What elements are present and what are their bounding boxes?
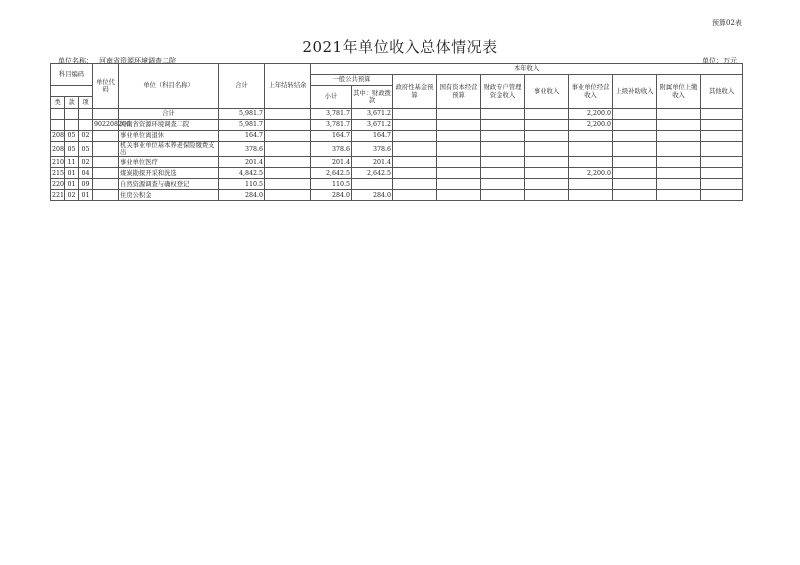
cell-biz [525,109,569,120]
cell-higher [613,157,657,168]
cell-state [437,131,481,142]
cell-xiang [79,120,93,131]
cell-biz-op [569,190,613,201]
cell-code [93,131,119,142]
cell-code [93,179,119,190]
cell-special [481,142,525,157]
cell-biz [525,168,569,179]
cell-lei: 215 [51,168,65,179]
cell-affil [657,190,701,201]
cell-subtotal: 2,642.5 [311,168,352,179]
unit-name-label: 单位名称： [58,57,93,65]
unit-name-value: 河南省资源环境调查二院 [99,57,176,65]
cell-affil [657,142,701,157]
table-row [51,157,743,168]
table-row [51,120,743,131]
cell-higher [613,131,657,142]
header-business-income: 事业收入 [525,75,569,109]
cell-name: 事业单位医疗 [119,157,219,168]
cell-code [93,109,119,120]
cell-carry [265,168,311,179]
page-title: 2021年单位收入总体情况表 [302,38,498,56]
cell-affil [657,131,701,142]
header-gov-fund: 政府性基金预算 [393,75,437,109]
header-other-income: 其他收入 [701,75,743,109]
cell-subtotal: 164.7 [311,131,352,142]
cell-code [93,142,119,157]
header-affiliated-remit: 附属单位上缴收入 [657,75,701,109]
cell-xiang [79,109,93,120]
cell-name: 住房公积金 [119,190,219,201]
cell-biz-op [569,157,613,168]
header-unit-code: 单位代码 [93,64,119,109]
cell-total: 378.6 [219,142,265,157]
cell-biz [525,120,569,131]
cell-special [481,157,525,168]
cell-code [93,190,119,201]
cell-gov-fund [393,120,437,131]
cell-state [437,168,481,179]
cell-fiscal [352,179,393,190]
header-state-capital: 国有资本经营预算 [437,75,481,109]
cell-fiscal: 201.4 [352,157,393,168]
cell-fiscal: 2,642.5 [352,168,393,179]
table-row [51,109,743,120]
cell-gov-fund [393,190,437,201]
header-higher-subsidy: 上级补助收入 [613,75,657,109]
cell-state [437,190,481,201]
cell-other [701,120,743,131]
cell-total: 5,981.7 [219,120,265,131]
cell-carry [265,120,311,131]
cell-biz [525,157,569,168]
cell-xiang: 02 [79,131,93,142]
cell-state [437,157,481,168]
cell-special [481,168,525,179]
cell-subtotal: 284.0 [311,190,352,201]
cell-fiscal: 3,671.2 [352,109,393,120]
cell-other [701,179,743,190]
cell-name: 事业单位离退休 [119,131,219,142]
cell-fiscal: 164.7 [352,131,393,142]
cell-biz [525,179,569,190]
header-spacer [51,86,93,97]
cell-name: 合计 [119,109,219,120]
cell-gov-fund [393,157,437,168]
cell-kuan: 01 [65,179,79,190]
cell-affil [657,168,701,179]
cell-lei: 221 [51,190,65,201]
cell-affil [657,109,701,120]
header-special-account: 财政专户管理资金收入 [481,75,525,109]
cell-kuan: 05 [65,142,79,157]
cell-special [481,131,525,142]
cell-gov-fund [393,142,437,157]
cell-carry [265,179,311,190]
cell-total: 4,842.5 [219,168,265,179]
cell-affil [657,179,701,190]
header-total: 合计 [219,64,265,109]
table-row [51,179,743,190]
cell-other [701,109,743,120]
cell-xiang: 01 [79,190,93,201]
table-row [51,190,743,201]
cell-code: 902208206 [93,120,119,131]
cell-total: 164.7 [219,131,265,142]
cell-xiang: 05 [79,142,93,157]
cell-kuan: 01 [65,168,79,179]
cell-code [93,168,119,179]
cell-higher [613,109,657,120]
cell-xiang: 04 [79,168,93,179]
cell-kuan [65,120,79,131]
cell-biz [525,131,569,142]
cell-gov-fund [393,131,437,142]
cell-kuan: 05 [65,131,79,142]
cell-other [701,157,743,168]
cell-biz [525,190,569,201]
cell-fiscal: 378.6 [352,142,393,157]
header-business-unit-operation: 事业单位经营收入 [569,75,613,109]
cell-fiscal: 284.0 [352,190,393,201]
cell-higher [613,168,657,179]
cell-state [437,120,481,131]
cell-total: 201.4 [219,157,265,168]
cell-biz-op [569,142,613,157]
cell-other [701,131,743,142]
cell-special [481,120,525,131]
cell-xiang: 02 [79,157,93,168]
cell-gov-fund [393,168,437,179]
cell-higher [613,142,657,157]
cell-higher [613,190,657,201]
cell-gov-fund [393,179,437,190]
cell-name: 机关事业单位基本养老保险缴费支出 [119,142,219,157]
header-current-year: 本年收入 [311,64,743,75]
cell-name: 煤炭勘探开采和洗选 [119,168,219,179]
cell-total: 5,981.7 [219,109,265,120]
cell-code [93,157,119,168]
income-table [50,63,743,201]
cell-subtotal: 378.6 [311,142,352,157]
cell-lei [51,120,65,131]
cell-other [701,142,743,157]
cell-subtotal: 201.4 [311,157,352,168]
cell-higher [613,120,657,131]
cell-state [437,179,481,190]
cell-biz-op [569,131,613,142]
header-of-which-fiscal: 其中：财政拨款 [352,86,393,109]
cell-fiscal: 3,671.2 [352,120,393,131]
table-row [51,168,743,179]
cell-carry [265,190,311,201]
cell-lei: 220 [51,179,65,190]
cell-biz [525,142,569,157]
cell-subtotal: 110.5 [311,179,352,190]
header-kuan: 款 [65,97,79,109]
cell-biz-op [569,179,613,190]
table-row [51,142,743,157]
header-general-budget: 一般公共预算 [311,75,393,86]
cell-kuan: 02 [65,190,79,201]
cell-lei: 208 [51,131,65,142]
cell-total: 110.5 [219,179,265,190]
cell-kuan: 11 [65,157,79,168]
cell-state [437,109,481,120]
cell-other [701,190,743,201]
cell-special [481,190,525,201]
cell-affil [657,120,701,131]
cell-biz-op: 2,200.0 [569,109,613,120]
cell-carry [265,142,311,157]
money-unit: 单位：万元 [702,57,737,65]
cell-subtotal: 3,781.7 [311,109,352,120]
header-lei: 类 [51,97,65,109]
cell-other [701,168,743,179]
cell-lei: 208 [51,142,65,157]
cell-total: 284.0 [219,190,265,201]
header-subject-code: 科目编码 [51,64,93,86]
cell-gov-fund [393,109,437,120]
cell-name: 自然资源调查与确权登记 [119,179,219,190]
header-carryover: 上年结转结余 [265,64,311,109]
cell-biz-op: 2,200.0 [569,120,613,131]
cell-carry [265,131,311,142]
cell-lei [51,109,65,120]
cell-lei: 210 [51,157,65,168]
table-row [51,131,743,142]
cell-biz-op: 2,200.0 [569,168,613,179]
cell-affil [657,157,701,168]
header-xiang: 项 [79,97,93,109]
header-subtotal: 小计 [311,86,352,109]
form-number: 预算02表 [712,19,742,27]
cell-subtotal: 3,781.7 [311,120,352,131]
header-unit-name: 单位（科目名称） [119,64,219,109]
cell-kuan [65,109,79,120]
cell-special [481,179,525,190]
cell-higher [613,179,657,190]
cell-carry [265,109,311,120]
cell-carry [265,157,311,168]
cell-special [481,109,525,120]
cell-state [437,142,481,157]
cell-name: 河南省资源环境调查二院 [119,120,219,131]
cell-xiang: 09 [79,179,93,190]
